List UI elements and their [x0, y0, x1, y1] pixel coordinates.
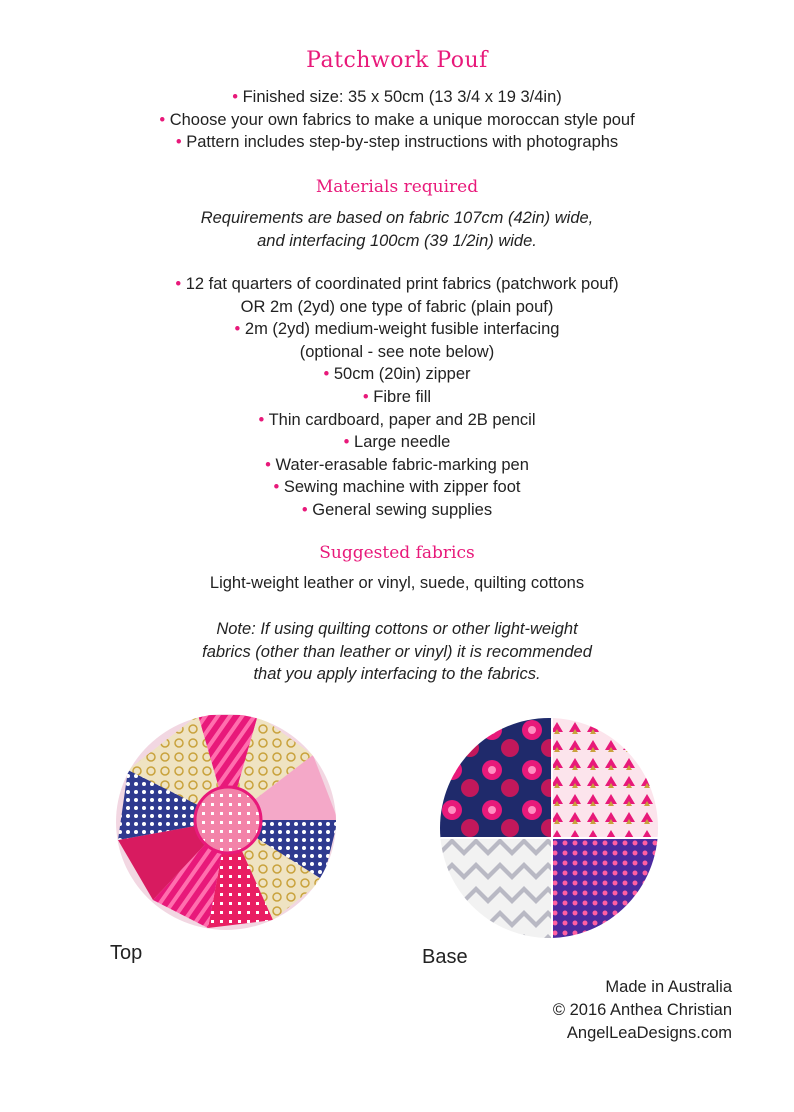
material-item: • Water-erasable fabric-marking pen	[265, 455, 529, 474]
materials-intro	[0, 207, 794, 252]
bullet-icon: •	[273, 478, 280, 497]
bullet-icon: •	[323, 365, 330, 384]
suggested-fabrics-text: Light-weight leather or vinyl, suede, quilting cottons	[209, 574, 585, 592]
material-item: • General sewing supplies	[301, 500, 493, 519]
pouf-base-photo	[440, 718, 658, 938]
note-line: Note: If using quilting cottons or other light-weight	[216, 620, 578, 638]
interfacing-note	[0, 618, 794, 686]
feature-item: • Finished size: 35 x 50cm (13 3/4 x 19 3/4in)	[232, 88, 562, 106]
bullet-icon: •	[258, 410, 265, 429]
materials-intro-line: Requirements are based on fabric 107cm (42in) wide,	[200, 209, 594, 227]
pouf-top-illustration	[116, 714, 336, 930]
bullet-icon: •	[362, 387, 369, 406]
material-item: (optional - see note below)	[299, 342, 495, 361]
materials-list	[0, 273, 794, 522]
base-photo-caption: Base	[422, 946, 468, 968]
bullet-icon: •	[343, 433, 350, 452]
bullet-icon: •	[159, 110, 166, 129]
page-title: Patchwork Pouf	[306, 48, 488, 73]
suggested-fabrics-heading: Suggested fabrics	[319, 543, 475, 563]
website-text: AngelLeaDesigns.com	[566, 1024, 732, 1042]
material-item: OR 2m (2yd) one type of fabric (plain pouf)	[240, 297, 554, 316]
credits	[553, 976, 732, 1045]
bullet-icon: •	[265, 455, 271, 474]
material-item: • 50cm (20in) zipper	[323, 365, 471, 384]
materials-intro-line: and interfacing 100cm (39 1/2in) wide.	[257, 231, 537, 250]
note-line: fabrics (other than leather or vinyl) it is recommended	[202, 642, 592, 661]
material-item: • 2m (2yd) medium-weight fusible interfacing	[234, 320, 560, 339]
copyright-text: © 2016 Anthea Christian	[552, 1001, 732, 1019]
pouf-base-illustration	[440, 718, 658, 938]
bullet-icon: •	[301, 500, 308, 519]
note-line: that you apply interfacing to the fabrics.	[253, 665, 541, 684]
material-item: • Sewing machine with zipper foot	[273, 478, 521, 497]
bullet-icon: •	[175, 133, 182, 152]
feature-item: • Pattern includes step-by-step instructions with photographs	[175, 133, 619, 152]
bullet-icon: •	[175, 275, 182, 293]
bullet-icon: •	[234, 320, 241, 339]
material-item: • Large needle	[343, 433, 451, 452]
material-item: • Thin cardboard, paper and 2B pencil	[258, 410, 536, 429]
pouf-top-photo	[116, 714, 336, 930]
features-list	[0, 86, 794, 154]
top-photo-caption: Top	[110, 942, 143, 964]
material-item: • Fibre fill	[362, 387, 432, 406]
origin-text: Made in Australia	[605, 978, 732, 996]
bullet-icon: •	[232, 88, 238, 106]
material-item: • 12 fat quarters of coordinated print fabrics (patchwork pouf)	[175, 275, 619, 293]
feature-item: • Choose your own fabrics to make a unique moroccan style pouf	[159, 110, 635, 129]
materials-heading: Materials required	[315, 177, 479, 197]
